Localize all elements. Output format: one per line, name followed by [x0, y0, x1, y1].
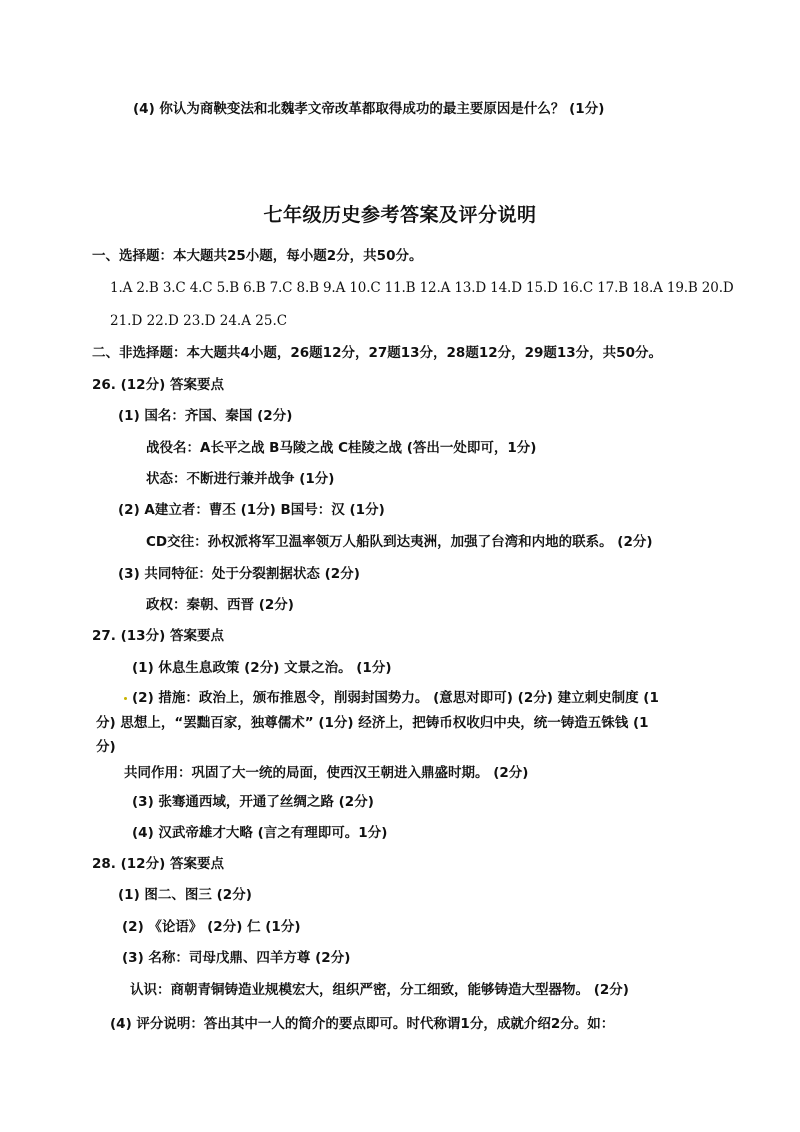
- page-title: 七年级历史参考答案及评分说明: [263, 204, 537, 226]
- yellow-mark: [124, 697, 127, 700]
- q26-line-7: 政权：秦朝、西晋 (2分): [146, 597, 294, 613]
- q27-line-3: 分) 思想上，“罢黜百家，独尊儒术” (1分) 经济上，把铸币权收归中央，统一铸造五铢钱 (1: [96, 715, 649, 731]
- q27-header: 27. (13分) 答案要点: [92, 628, 224, 644]
- q28-line-1: (1) 图二、图三 (2分): [118, 887, 252, 903]
- q26-line-3: 状态：不断进行兼并战争 (1分): [146, 471, 335, 487]
- q26-line-6: (3) 共同特征：处于分裂割据状态 (2分): [118, 566, 360, 582]
- choice-answers-row-1: 1.A 2.B 3.C 4.C 5.B 6.B 7.C 8.B 9.A 10.C 11.B 12.A 13.D 14.D 15.D 16.C 17.B 18.A 19.B 20.D: [110, 280, 734, 296]
- q27-line-4: 分): [96, 739, 116, 755]
- q26-line-2: 战役名：A长平之战 B马陵之战 C桂陵之战 (答出一处即可，1分): [146, 440, 537, 456]
- q27-line-2: (2) 措施：政治上，颁布推恩令，削弱封国势力。 (意思对即可) (2分) 建立刺史制度 (1: [132, 690, 659, 706]
- q28-line-3: (3) 名称：司母戊鼎、四羊方尊 (2分): [122, 950, 351, 966]
- q26-line-5: CD交往：孙权派将军卫温率领万人船队到达夷洲，加强了台湾和内地的联系。 (2分): [146, 534, 653, 550]
- section-1-header: 一、选择题：本大题共25小题，每小题2分，共50分。: [92, 248, 423, 264]
- top-question: (4) 你认为商鞅变法和北魏孝文帝改革都取得成功的最主要原因是什么？ (1分): [133, 101, 605, 117]
- section-2-header: 二、非选择题：本大题共4小题，26题12分，27题13分，28题12分，29题13分，共50分。: [92, 345, 662, 361]
- q26-line-1: (1) 国名：齐国、秦国 (2分): [118, 408, 293, 424]
- q26-line-4: (2) A建立者：曹丕 (1分) B国号：汉 (1分): [118, 502, 385, 518]
- q28-line-4: 认识：商朝青铜铸造业规模宏大，组织严密，分工细致，能够铸造大型器物。 (2分): [130, 982, 629, 998]
- choice-answers-row-2: 21.D 22.D 23.D 24.A 25.C: [110, 313, 288, 329]
- q27-line-1: (1) 休息生息政策 (2分) 文景之治。 (1分): [132, 660, 392, 676]
- q28-line-5: (4) 评分说明：答出其中一人的简介的要点即可。时代称谓1分，成就介绍2分。如：: [110, 1016, 615, 1032]
- q27-line-5: 共同作用：巩固了大一统的局面，使西汉王朝进入鼎盛时期。 (2分): [124, 765, 529, 781]
- q27-line-7: (4) 汉武帝雄才大略 (言之有理即可。1分): [132, 825, 388, 841]
- q28-header: 28. (12分) 答案要点: [92, 856, 224, 872]
- q26-header: 26. (12分) 答案要点: [92, 377, 224, 393]
- q28-line-2: (2) 《论语》 (2分) 仁 (1分): [122, 919, 301, 935]
- q27-line-6: (3) 张骞通西域，开通了丝绸之路 (2分): [132, 794, 374, 810]
